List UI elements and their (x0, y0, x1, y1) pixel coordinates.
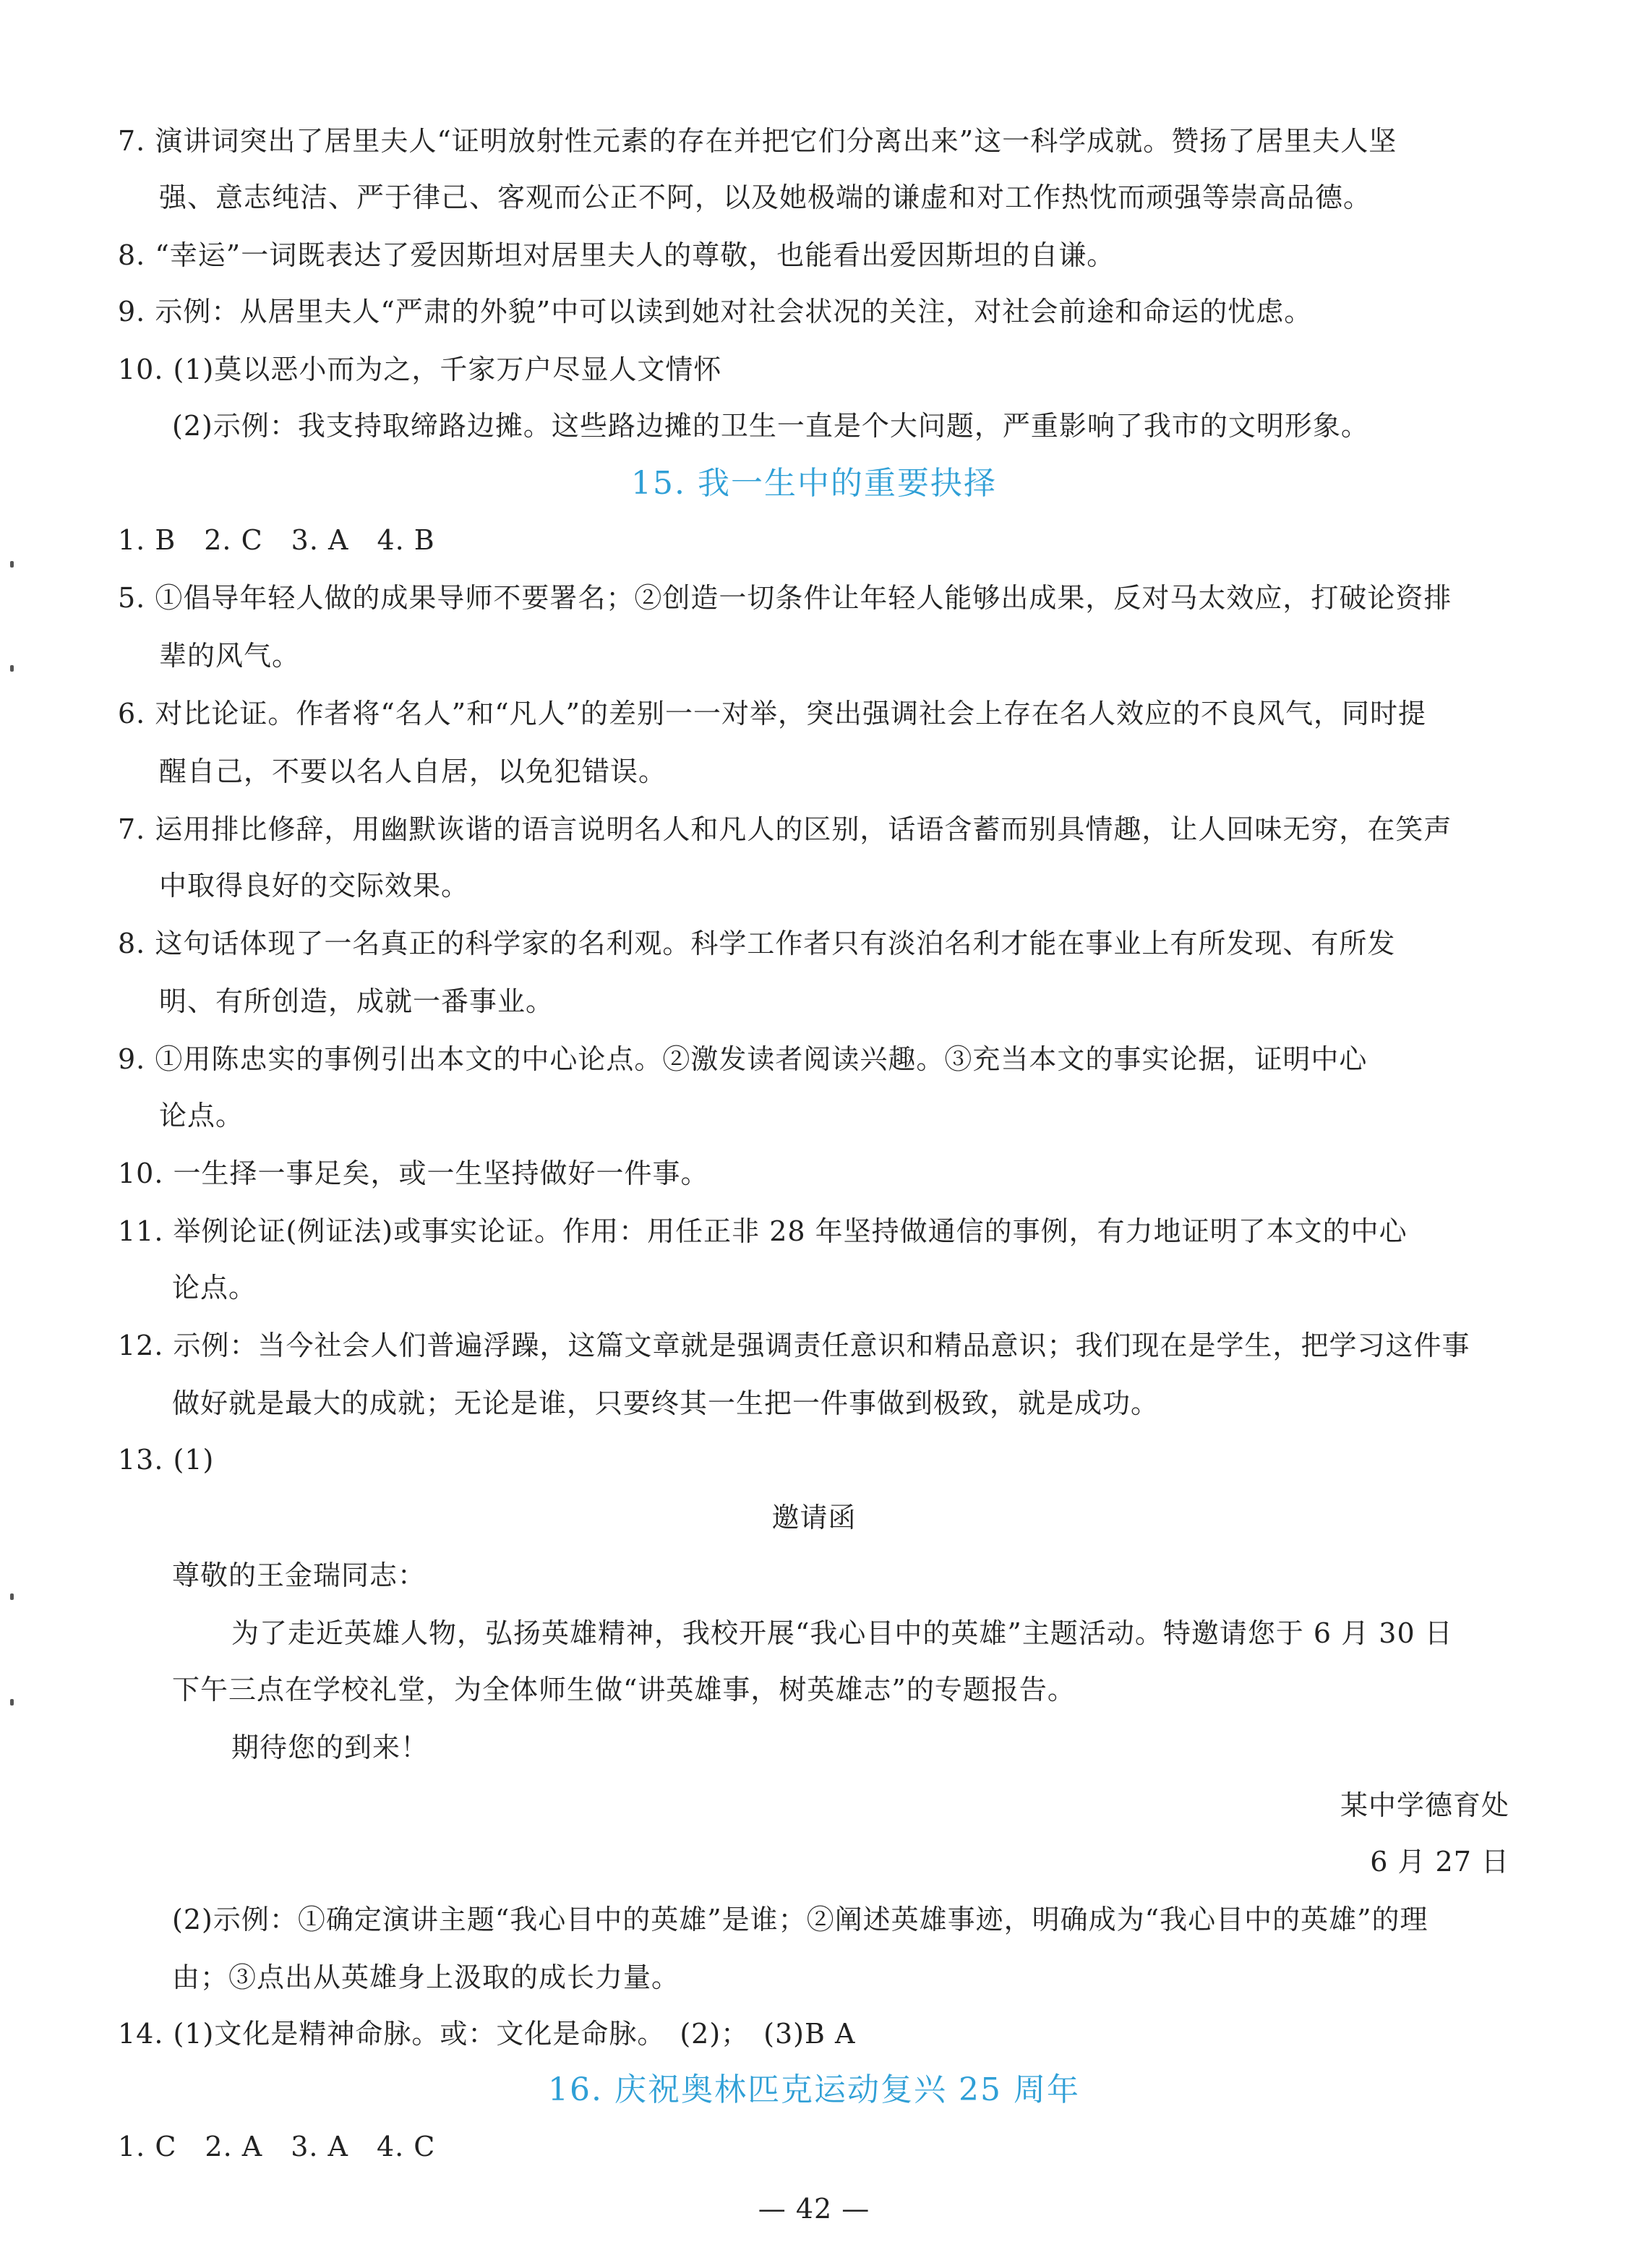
q7-line1: 7. 演讲词突出了居里夫人“证明放射性元素的存在并把它们分离出来”这一科学成就。赞扬了居里夫人坚 (118, 125, 1397, 157)
sec15-q11-line1: 11. 举例论证(例证法)或事实论证。作用：用任正非 28 年坚持做通信的事例，有力地证明了本文的中心 (118, 1215, 1408, 1247)
sec15-q12-line1: 12. 示例：当今社会人们普遍浮躁，这篇文章就是强调责任意识和精品意识；我们现在是学生，把学习这件事 (118, 1330, 1470, 1361)
letter-date: 6 月 27 日 (1370, 1846, 1509, 1878)
margin-mark (10, 1699, 14, 1706)
section-15-title: 15. 我一生中的重要抉择 (631, 465, 997, 502)
margin-mark (10, 665, 14, 672)
q10-part1: 10. (1)莫以恶小而为之，千家万户尽显人文情怀 (118, 354, 722, 385)
sec15-q6-line1: 6. 对比论证。作者将“名人”和“凡人”的差别一一对举，突出强调社会上存在名人效应的不良风气，同时提 (118, 698, 1427, 729)
letter-sender: 某中学德育处 (1340, 1789, 1509, 1821)
letter-body-line2: 下午三点在学校礼堂，为全体师生做“讲英雄事，树英雄志”的专题报告。 (172, 1674, 1076, 1706)
q8: 8. “幸运”一词既表达了爱因斯坦对居里夫人的尊敬，也能看出爱因斯坦的自谦。 (118, 239, 1115, 271)
q9: 9. 示例：从居里夫人“严肃的外貌”中可以读到她对社会状况的关注，对社会前途和命运的忧虑。 (118, 296, 1313, 328)
sec15-q10: 10. 一生择一事足矣，或一生坚持做好一件事。 (118, 1157, 709, 1189)
sec15-q8-line2: 明、有所创造，成就一番事业。 (159, 985, 554, 1017)
section-16-title: 16. 庆祝奥林匹克运动复兴 25 周年 (548, 2071, 1080, 2108)
sec15-q13-part2-line2: 由；③点出从英雄身上汲取的成长力量。 (172, 1961, 680, 1993)
sec15-q7-line1: 7. 运用排比修辞，用幽默诙谐的语言说明名人和凡人的区别，话语含蓄而别具情趣，让人回味无穷，在笑声 (118, 813, 1452, 845)
letter-salutation: 尊敬的王金瑞同志： (172, 1559, 427, 1591)
sec15-q8-line1: 8. 这句话体现了一名真正的科学家的名利观。科学工作者只有淡泊名利才能在事业上有所发现、有所发 (118, 928, 1396, 959)
margin-mark (10, 561, 14, 568)
q7-line2: 强、意志纯洁、严于律己、客观而公正不阿，以及她极端的谦虚和对工作热忱而顽强等崇高品德。 (159, 181, 1372, 213)
sec16-q1-4: 1. C 2. A 3. A 4. C (118, 2131, 436, 2162)
sec15-q5-line2: 辈的风气。 (159, 640, 301, 672)
page-number: — 42 — (758, 2193, 870, 2225)
letter-body-line1: 为了走近英雄人物，弘扬英雄精神，我校开展“我心目中的英雄”主题活动。特邀请您于 6 月 30 日 (231, 1617, 1453, 1649)
sec15-q13-part2-line1: (2)示例：①确定演讲主题“我心目中的英雄”是谁；②阐述英雄事迹，明确成为“我心目中的英雄”的理 (172, 1904, 1428, 1935)
sec15-q13-part1: 13. (1) (118, 1444, 215, 1476)
letter-closing: 期待您的到来！ (231, 1732, 429, 1763)
sec15-q14: 14. (1)文化是精神命脉。或：文化是命脉。 (2)； (3)B A (118, 2018, 856, 2050)
sec15-q12-line2: 做好就是最大的成就；无论是谁，只要终其一生把一件事做到极致，就是成功。 (172, 1387, 1160, 1419)
sec15-q9-line2: 论点。 (159, 1100, 244, 1131)
sec15-q5-line1: 5. ①倡导年轻人做的成果导师不要署名；②创造一切条件让年轻人能够出成果，反对马太效应，打破论资排 (118, 582, 1452, 614)
sec15-q11-line2: 论点。 (172, 1272, 257, 1304)
margin-mark (10, 1593, 14, 1600)
sec15-q6-line2: 醒自己，不要以名人自居，以免犯错误。 (159, 756, 667, 787)
sec15-q9-line1: 9. ①用陈忠实的事例引出本文的中心论点。②激发读者阅读兴趣。③充当本文的事实论据，证明中心 (118, 1043, 1368, 1075)
sec15-q7-line2: 中取得良好的交际效果。 (159, 870, 470, 902)
sec15-q1-4: 1. B 2. C 3. A 4. B (118, 524, 435, 556)
letter-title: 邀请函 (771, 1502, 857, 1533)
q10-part2: (2)示例：我支持取缔路边摊。这些路边摊的卫生一直是个大问题，严重影响了我市的文明形象。 (172, 410, 1369, 442)
